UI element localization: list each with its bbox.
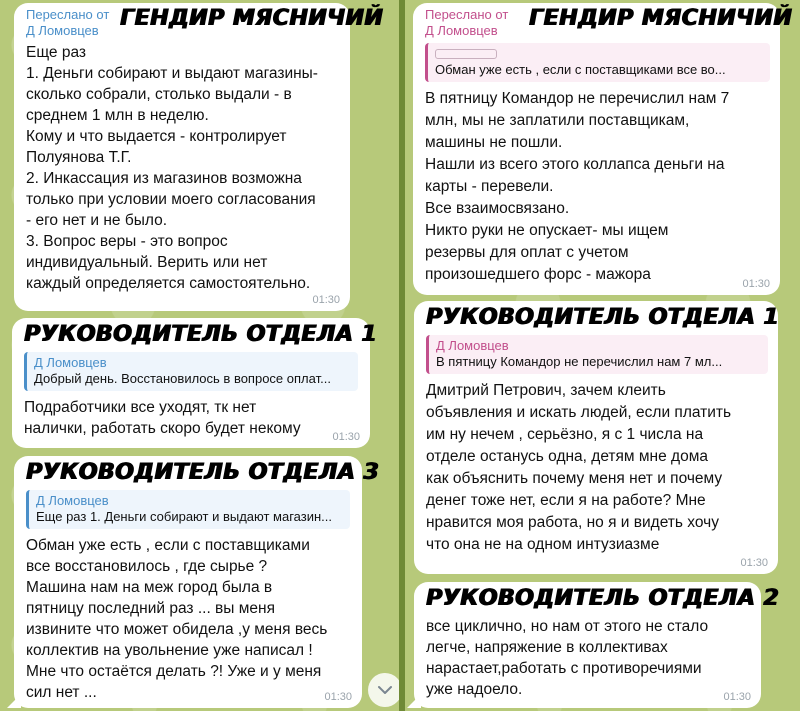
reply-text: Обман уже есть , если с поставщиками все во... [435,62,726,77]
message-bubble[interactable] [413,3,780,295]
forwarded-label: Переслано от [26,7,110,22]
reply-author: Д Ломовцев [36,493,109,508]
role-caption: ГЕНДИР МЯСНИЧИЙ [529,6,793,31]
right-chat-panel [405,0,800,711]
reply-quote[interactable] [425,43,770,82]
reply-quote[interactable] [426,335,768,374]
role-caption: ГЕНДИР МЯСНИЧИЙ [120,6,384,31]
message-bubble[interactable] [14,456,380,708]
role-caption: РУКОВОДИТЕЛЬ ОТДЕЛА 2 [426,586,780,611]
message-text: В пятницу Командор не перечислил нам 7 млн, мы не заплатили поставщикам, машины не пошли. Нашли из всего этого коллапса деньги на карты - перевели. Все взаимосвязано. Никто руки не опускает- мы ищем резервы для оплат с учетом произошедшего форс - мажора [425,90,730,283]
forwarded-label: Переслано от [425,7,509,22]
message-time: 01:30 [742,278,770,290]
reply-author: Д Ломовцев [34,355,107,370]
message-bubble[interactable] [12,318,378,448]
message-time: 01:30 [312,294,340,306]
message-bubble[interactable] [14,3,350,311]
role-caption: РУКОВОДИТЕЛЬ ОТДЕЛА 1 [24,322,378,347]
message-text: Еще раз 1. Деньги собирают и выдают магазины- сколько собрали, столько выдали - в среднем 1 млн в неделю. Кому и что выдается - контролирует Полуянова Т.Г. 2. Инкассация из магазинов возможна только при условии моего согласования - его нет и не было. 3. Вопрос веры - это вопрос индивидуальный. Верить или нет каждый определяется самостоятельно. [26,44,318,292]
reply-text: В пятницу Командор не перечислил нам 7 мл... [436,354,723,369]
reply-text: Добрый день. Восстановилось в вопросе оплат... [34,371,331,386]
message-text: Подработчики все уходят, тк нет налички, работать скоро будет некому [24,399,301,437]
role-caption: РУКОВОДИТЕЛЬ ОТДЕЛА 3 [26,460,380,485]
message-bubble[interactable] [414,582,780,708]
left-chat-panel [0,0,399,711]
reply-quote[interactable] [24,352,358,391]
reply-author: Д Ломовцев [436,338,509,353]
message-time: 01:30 [332,431,360,443]
chevron-down-icon [377,685,393,695]
forwarded-from[interactable]: Д Ломовцев [26,23,99,38]
message-bubble[interactable] [414,301,778,574]
message-text: Дмитрий Петрович, зачем клеить объявления и искать людей, если платить им ну нечем , серьёзно, я с 1 числа на отделе останусь одна, детям мне дома как объяснить почему меня нет и почему денег тоже нет, если я на работе? Мне нравится моя работа, но я и видеть хочу что она не на одном интузиазме [426,382,732,553]
reply-text: Еще раз 1. Деньги собирают и выдают магазин... [36,509,332,524]
reply-author-redacted [435,49,497,59]
scroll-down-button[interactable] [368,673,399,707]
message-time: 01:30 [740,557,768,569]
message-text: Обман уже есть , если с поставщиками все восстановилось , где сырье ? Машина нам на меж город была в пятницу последний раз ... вы меня извините что может обидела ,у меня весь коллектив на увольнение уже написал ! Мне что остаётся делать ?! Уже и у меня сил нет ... [26,537,328,701]
role-caption: РУКОВОДИТЕЛЬ ОТДЕЛА 1 [426,305,780,330]
message-text: все циклично, но нам от этого не стало легче, напряжение в коллективах нарастает,работать с противоречиями уже надоело. [426,618,709,698]
message-time: 01:30 [324,691,352,703]
message-time: 01:30 [723,691,751,703]
forwarded-from[interactable]: Д Ломовцев [425,23,498,38]
reply-quote[interactable] [26,490,350,529]
